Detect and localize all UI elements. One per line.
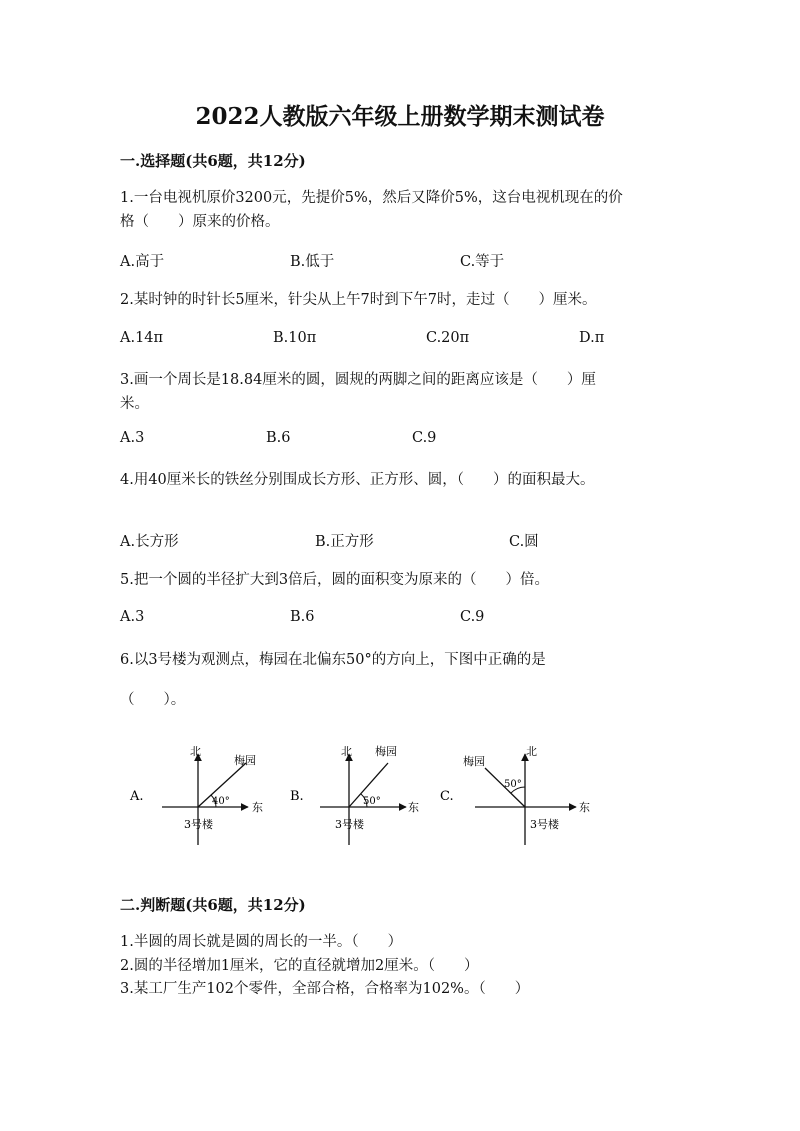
diagram-c-label: C. bbox=[440, 789, 454, 804]
question-2-option-a: A.14π bbox=[120, 330, 164, 346]
diagram-b-angle-label: 50° bbox=[363, 796, 381, 807]
judgement-1: 1.半圆的周长就是圆的周长的一半。（ ） bbox=[120, 934, 403, 950]
question-2-option-d: D.π bbox=[579, 330, 605, 346]
diagram-a bbox=[129, 745, 263, 845]
question-2-option-c: C.20π bbox=[426, 330, 470, 346]
diagram-a-north-label: 北 bbox=[190, 745, 201, 758]
question-5-option-b: B.6 bbox=[290, 609, 315, 625]
diagram-c-target-label: 梅园 bbox=[463, 755, 485, 768]
question-1-option-b: B.低于 bbox=[290, 254, 335, 270]
question-6-line-2: （ ）。 bbox=[120, 692, 186, 708]
diagram-b bbox=[290, 744, 419, 845]
question-4-option-a: A.长方形 bbox=[120, 534, 179, 550]
question-1-option-c: C.等于 bbox=[460, 254, 505, 270]
question-1-line-2: 格（ ）原来的价格。 bbox=[120, 214, 280, 230]
question-3-option-b: B.6 bbox=[266, 430, 291, 446]
question-3-option-a: A.3 bbox=[120, 430, 145, 446]
section-2-heading: 二.判断题(共6题，共12分) bbox=[120, 896, 306, 914]
diagram-a-target-label: 梅园 bbox=[234, 754, 256, 767]
diagram-a-east-label: 东 bbox=[252, 801, 263, 814]
question-4-option-c: C.圆 bbox=[509, 534, 539, 550]
diagram-a-origin-label: 3号楼 bbox=[184, 818, 213, 831]
compass-diagrams bbox=[120, 740, 600, 855]
judgement-3: 3.某工厂生产102个零件，全部合格，合格率为102%。（ ） bbox=[120, 981, 530, 997]
question-4-option-b: B.正方形 bbox=[315, 534, 374, 550]
question-3-option-c: C.9 bbox=[412, 430, 437, 446]
question-5-option-c: C.9 bbox=[460, 609, 485, 625]
diagram-b-target-label: 梅园 bbox=[375, 745, 397, 758]
diagram-b-label: B. bbox=[290, 789, 304, 804]
diagram-c bbox=[440, 745, 590, 845]
diagram-c-angle-label: 50° bbox=[504, 779, 522, 790]
question-4-line-1: 4.用40厘米长的铁丝分别围成长方形、正方形、圆，（ ）的面积最大。 bbox=[120, 472, 595, 488]
diagram-a-label: A. bbox=[130, 789, 144, 804]
question-5-option-a: A.3 bbox=[120, 609, 145, 625]
diagram-c-origin-label: 3号楼 bbox=[530, 818, 559, 831]
diagram-c-north-label: 北 bbox=[526, 745, 537, 758]
judgement-2: 2.圆的半径增加1厘米，它的直径就增加2厘米。（ ） bbox=[120, 958, 479, 974]
diagram-b-north-label: 北 bbox=[341, 745, 352, 758]
question-6-line-1: 6.以3号楼为观测点，梅园在北偏东50°的方向上，下图中正确的是 bbox=[120, 652, 546, 668]
question-1-line-1: 1.一台电视机原价3200元，先提价5%，然后又降价5%，这台电视机现在的价 bbox=[120, 190, 623, 206]
diagram-b-origin-label: 3号楼 bbox=[335, 818, 364, 831]
section-1-heading: 一.选择题(共6题，共12分) bbox=[120, 152, 306, 170]
page-title: 2022人教版六年级上册数学期末测试卷 bbox=[195, 103, 605, 130]
question-5-line-1: 5.把一个圆的半径扩大到3倍后，圆的面积变为原来的（ ）倍。 bbox=[120, 572, 550, 588]
question-3-line-1: 3.画一个周长是18.84厘米的圆，圆规的两脚之间的距离应该是（ ）厘 bbox=[120, 372, 596, 388]
diagram-b-east-label: 东 bbox=[408, 801, 419, 814]
diagram-c-east-label: 东 bbox=[579, 801, 590, 814]
question-1-option-a: A.高于 bbox=[120, 254, 165, 270]
question-2-line-1: 2.某时钟的时针长5厘米，针尖从上午7时到下午7时，走过（ ）厘米。 bbox=[120, 292, 597, 308]
question-2-option-b: B.10π bbox=[273, 330, 317, 346]
diagram-a-angle-label: 40° bbox=[212, 796, 230, 807]
question-3-line-2: 米。 bbox=[120, 396, 149, 412]
